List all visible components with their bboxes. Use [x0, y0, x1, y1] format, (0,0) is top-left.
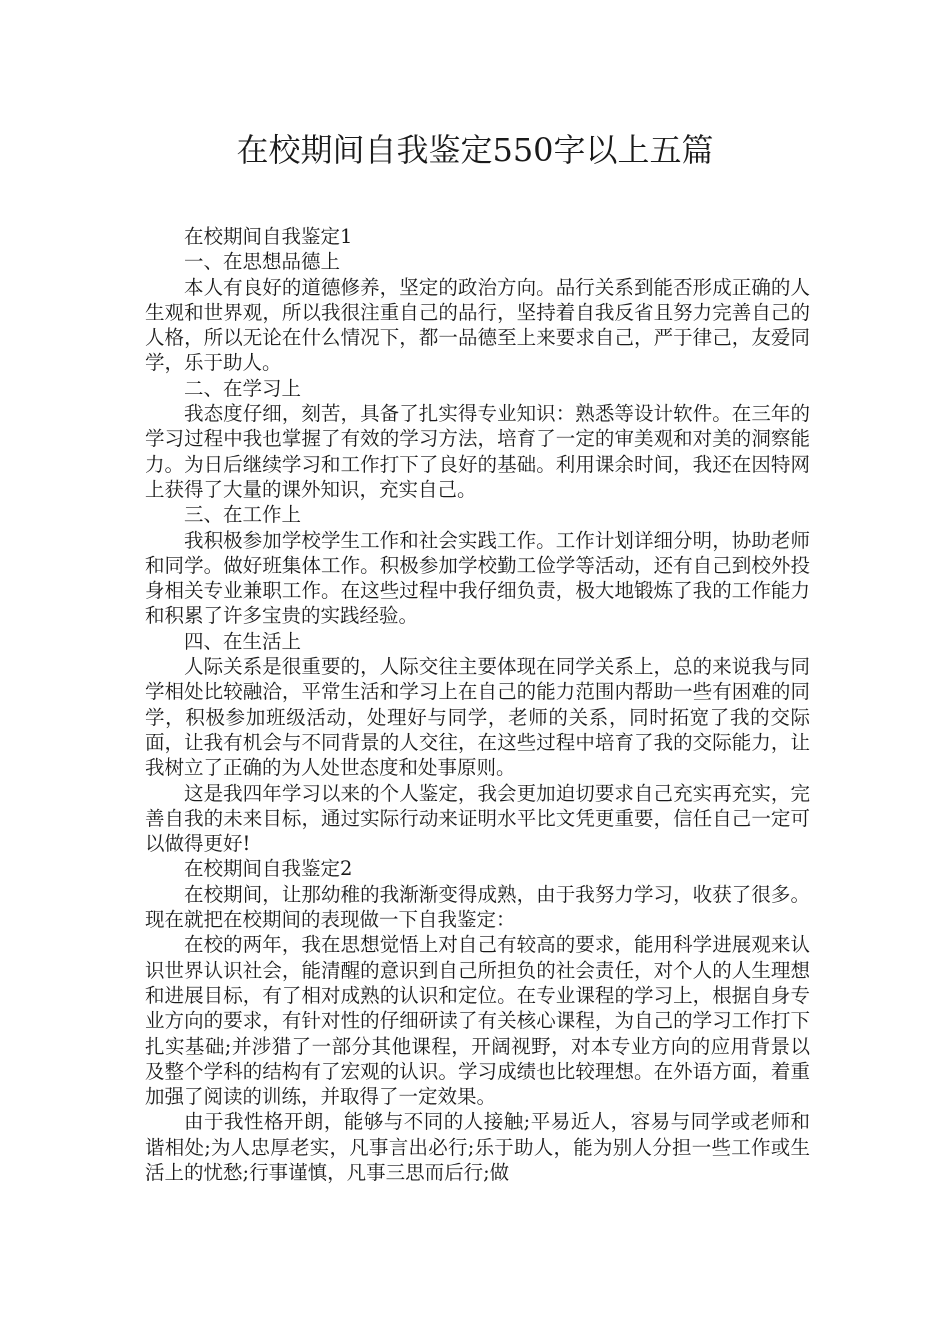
subsection-heading: 四、在生活上 — [184, 629, 302, 653]
body-paragraph: 这是我四年学习以来的个人鉴定，我会更加迫切要求自己充实再充实，完善自我的未来目标，通过实际行动来证明水平比文凭更重要，信任自己一定可以做得更好! — [145, 781, 810, 856]
body-paragraph: 由于我性格开朗，能够与不同的人接触;平易近人，容易与同学或老师和谐相处;为人忠厚老实，凡事言出必行;乐于助人，能为别人分担一些工作或生活上的忧愁;行事谨慎，凡事三思而后行;做 — [145, 1110, 810, 1184]
document-body — [145, 224, 810, 1185]
subsection-heading: 二、在学习上 — [184, 376, 302, 400]
subsection-heading: 三、在工作上 — [184, 503, 302, 527]
body-paragraph: 本人有良好的道德修养，坚定的政治方向。品行关系到能否形成正确的人生观和世界观，所以我很注重自己的品行，坚持着自我反省且努力完善自己的人格，所以无论在什么情况下，都一品德至上来要求自己，严于律己，友爱同学，乐于助人。 — [145, 275, 810, 375]
document-title: 在校期间自我鉴定550字以上五篇 — [236, 131, 714, 169]
section-heading: 在校期间自我鉴定1 — [184, 225, 353, 248]
subsection-heading: 一、在思想品德上 — [184, 250, 341, 274]
body-paragraph: 在校的两年，我在思想觉悟上对自己有较高的要求，能用科学进展观来认识世界认识社会，能清醒的意识到自己所担负的社会责任，对个人的人生理想和进展目标，有了相对成熟的认识和定位。在专业课程的学习上，根据自身专业方向的要求，有针对性的仔细研读了有关核心课程，为自己的学习工作打下扎实基础;并涉猎了一部分其他课程，开阔视野，对本专业方向的应用背景以及整个学科的结构有了宏观的认识。学习成绩也比较理想。在外语方面，着重加强了阅读的训练，并取得了一定效果。 — [145, 933, 810, 1109]
body-paragraph: 在校期间，让那幼稚的我渐渐变得成熟，由于我努力学习，收获了很多。现在就把在校期间的表现做一下自我鉴定： — [145, 882, 810, 932]
body-paragraph: 人际关系是很重要的，人际交往主要体现在同学关系上，总的来说我与同学相处比较融洽，平常生活和学习上在自己的能力范围内帮助一些有困难的同学，积极参加班级活动，处理好与同学，老师的关系，同时拓宽了我的交际面，让我有机会与不同背景的人交往，在这些过程中培育了我的交际能力，让我树立了正确的为人处世态度和处事原则。 — [145, 655, 810, 780]
section-heading: 在校期间自我鉴定2 — [184, 857, 353, 881]
body-paragraph: 我态度仔细，刻苦，具备了扎实得专业知识：熟悉等设计软件。在三年的学习过程中我也掌握了有效的学习方法，培育了一定的审美观和对美的洞察能力。为日后继续学习和工作打下了良好的基础。利用课余时间，我还在因特网上获得了大量的课外知识，充实自己。 — [145, 402, 810, 501]
body-paragraph: 我积极参加学校学生工作和社会实践工作。工作计划详细分明，协助老师和同学。做好班集体工作。积极参加学校勤工俭学等活动，还有自己到校外投身相关专业兼职工作。在这些过程中我仔细负责，极大地锻炼了我的工作能力和积累了许多宝贵的实践经验。 — [145, 528, 810, 628]
